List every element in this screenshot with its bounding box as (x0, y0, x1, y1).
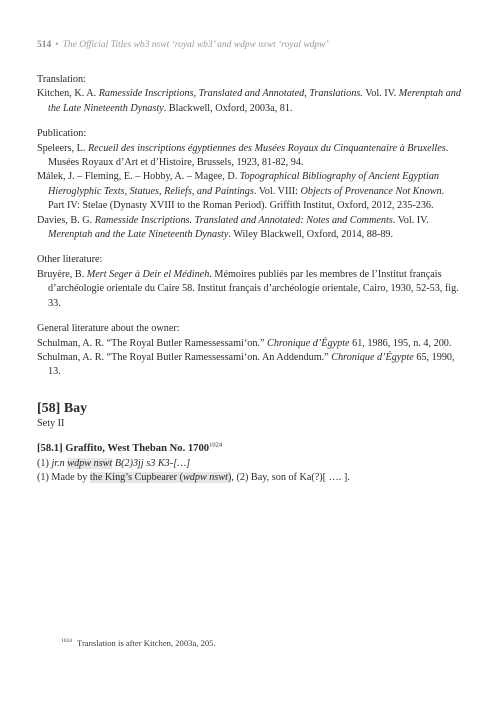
footnote (61, 638, 461, 648)
running-head (37, 40, 467, 50)
bib-entry: Málek, J. – Fleming, E. – Hobby, A. – Magee, D. Topographical Bibliography of Ancient Egyptian Hieroglyphic Texts, Statues, Reliefs, and Paintings. Vol. VIII: Objects of Provenance Not Known. Part IV: Stelae (Dynasty XVIII to the Roman Period). Griffith Institut, Oxford, 2012, 235-236. (37, 171, 445, 212)
general-literature-label: General literature about the owner: (37, 323, 180, 335)
section-title: [58] Bay (37, 400, 88, 416)
bib-entry: Speleers, L. Recueil des inscriptions égyptiennes des Musées Royaux du Cinquantenaire à Bruxelles. Musées Royaux d’Art et d’Histoire, Brussels, 1923, 81-82, 94. (37, 142, 449, 169)
transliteration-line: (1) jr.n wdpw nswt B(2)3jj s3 K3-[…] (37, 457, 191, 469)
footnote-number: 1024 (61, 638, 72, 645)
footnote-text: Translation is after Kitchen, 2003a, 205. (77, 638, 216, 648)
bib-entry: Davies, B. G. Ramesside Inscriptions. Translated and Annotated: Notes and Comments. Vol. IV. Merenptah and the Late Nineteenth Dynasty. Wiley Blackwell, Oxford, 2014, 88-89. (37, 214, 429, 241)
other-literature-label: Other literature: (37, 254, 103, 266)
translation-label: Translation: (37, 74, 86, 85)
translation-line: (1) Made by the King’s Cupbearer (wdpw nswt), (2) Bay, son of Ka(?)[ …. ]. (37, 471, 350, 483)
footnote-ref[interactable]: 1024 (209, 441, 223, 449)
bib-entry: Bruyère, B. Mert Seger à Deir el Médineh. Mémoires publiés par les membres de l’Institut français d’archéologie orientale du Caire 58. Institut français d’archéologie orientale, Cairo, 1930, 52-53, fig. 33. (37, 268, 459, 309)
highlighted-title: the King’s Cupbearer (wdpw nswt) (89, 471, 232, 483)
section-subtitle: Sety II (37, 417, 65, 429)
subsection-title: [58.1] Graffito, West Theban No. $1700^{1024}$ (37, 441, 223, 455)
bib-entry: Schulman, A. R. “The Royal Butler Ramessessami‘on. An Addendum.” Chronique d’Égypte 65, 1990, 13. (37, 351, 455, 378)
publication-label: Publication: (37, 128, 87, 140)
page-number: 514 (37, 40, 52, 50)
bib-entry: Schulman, A. R. “The Royal Butler Ramessessami‘on.” Chronique d’Égypte 61, 1986, 195, n. 4, 200. (37, 337, 452, 349)
highlighted-title: wdpw nswt (67, 457, 113, 469)
running-title: The Official Titles wb3 nswt ‘royal wb3’ and wdpw nswt ‘royal wdpw’ (62, 40, 329, 50)
page-body (37, 73, 462, 485)
header-separator: • (55, 40, 59, 50)
bib-entry: Kitchen, K. A. Ramesside Inscriptions, Translated and Annotated, Translations. Vol. IV. Merenptah and the Late Nineteenth Dynasty. Blackwell, Oxford, 2003a, 81. (37, 88, 461, 114)
